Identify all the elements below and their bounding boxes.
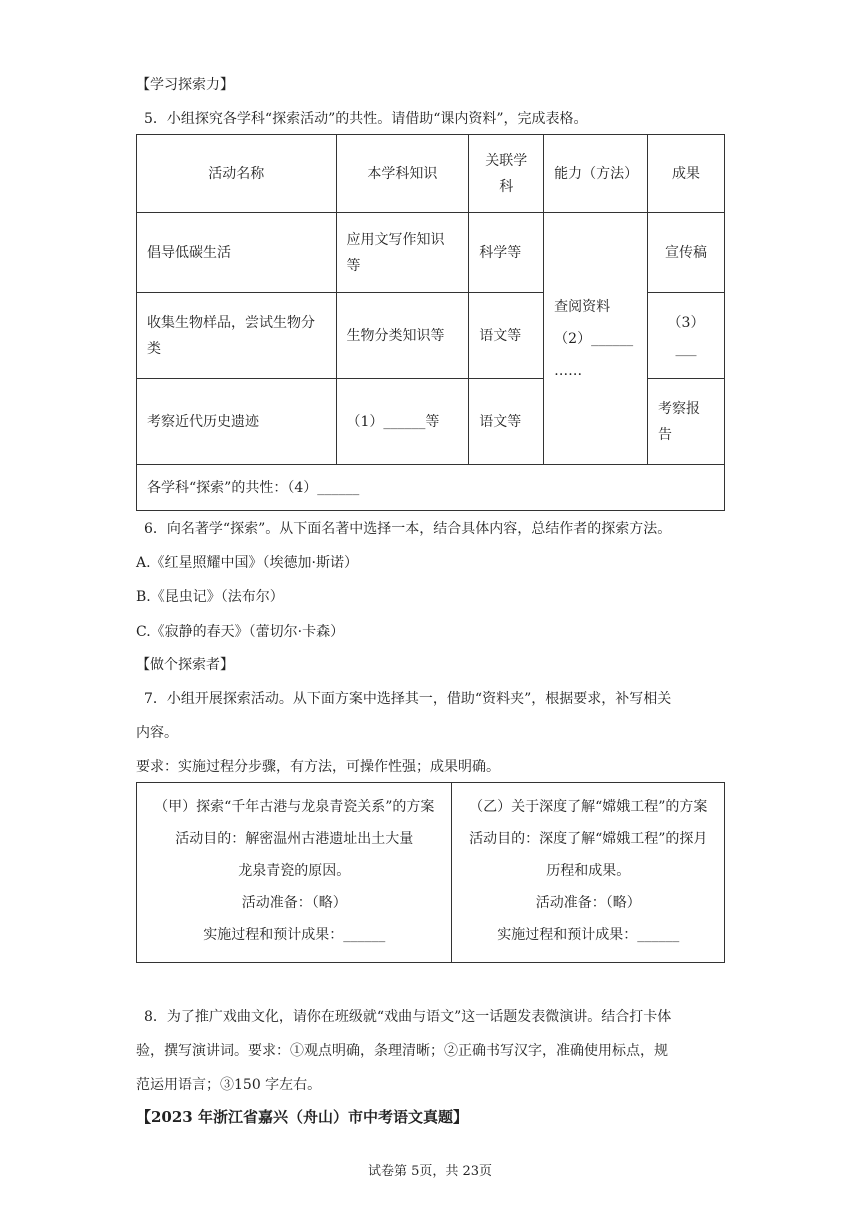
table-exploration: [136, 134, 725, 511]
page-footer: 试卷第 5页，共 23页: [367, 1164, 493, 1179]
question-5: 5．小组探究各学科“探索活动”的共性。请借助“课内资料”，完成表格。: [144, 111, 588, 127]
cell-knowledge: （1）______等: [336, 379, 469, 465]
table-footer-row: [137, 465, 725, 511]
question-7-line1: 7．小组开展探索活动。从下面方案中选择其一，借助“资料夹”，根据要求，补写相关: [144, 691, 672, 707]
question-8-line1: 8．为了推广戏曲文化，请你在班级就“戏曲与语文”这一话题发表微演讲。结合打卡体: [144, 1009, 672, 1025]
option-a: A.《红星照耀中国》（埃德加·斯诺）: [136, 555, 359, 571]
cell-related: 语文等: [469, 379, 544, 465]
header-knowledge: 本学科知识: [336, 135, 469, 213]
section-heading-explorer: 【做个探索者】: [136, 657, 234, 673]
cell-result: 考察报 告: [648, 379, 725, 465]
cell-commonality: 各学科“探索”的共性：（4）______: [137, 465, 725, 511]
cell-knowledge: 生物分类知识等: [336, 293, 469, 379]
question-8-line3: 范运用语言；③150 字左右。: [136, 1077, 322, 1093]
table-header-row: [137, 135, 725, 213]
header-ability: 能力（方法）: [544, 135, 648, 213]
cell-related: 科学等: [469, 213, 544, 293]
cell-activity: 考察近代历史遗迹: [137, 379, 337, 465]
cell-activity: 收集生物样品，尝试生物分 类: [137, 293, 337, 379]
question-7-line2: 内容。: [136, 725, 178, 741]
plan-a: （甲）探索“千年古港与龙泉青瓷关系”的方案 活动目的：解密温州古港遗址出土大量 龙泉青瓷的原因。 活动准备：（略） 实施过程和预计成果：______: [137, 783, 452, 963]
table-row: [137, 213, 725, 293]
question-8-line2: 验，撰写演讲词。要求：①观点明确，条理清晰；②正确书写汉字，准确使用标点，规: [136, 1043, 668, 1059]
cell-ability: 查阅资料 （2）______ ……: [544, 213, 648, 465]
cell-result: （3）___: [648, 293, 725, 379]
cell-knowledge: 应用文写作知识 等: [336, 213, 469, 293]
exam-heading: 【2023 年浙江省嘉兴（舟山）市中考语文真题】: [136, 1108, 468, 1126]
table-plans: [136, 782, 725, 963]
header-result: 成果: [648, 135, 725, 213]
header-related: 关联学 科: [469, 135, 544, 213]
cell-activity: 倡导低碳生活: [137, 213, 337, 293]
question-7-requirement: 要求：实施过程分步骤，有方法，可操作性强；成果明确。: [136, 759, 500, 775]
cell-related: 语文等: [469, 293, 544, 379]
header-activity: 活动名称: [137, 135, 337, 213]
plan-b: （乙）关于深度了解“嫦娥工程”的方案 活动目的：深度了解“嫦娥工程”的探月 历程和成果。 活动准备：（略） 实施过程和预计成果：______: [452, 783, 725, 963]
question-6: 6．向名著学“探索”。从下面名著中选择一本，结合具体内容，总结作者的探索方法。: [144, 521, 672, 537]
option-b: B.《昆虫记》（法布尔）: [136, 589, 284, 605]
section-heading-learning: 【学习探索力】: [136, 77, 234, 93]
option-c: C.《寂静的春天》（蕾切尔·卡森）: [136, 624, 345, 640]
cell-result: 宣传稿: [648, 213, 725, 293]
